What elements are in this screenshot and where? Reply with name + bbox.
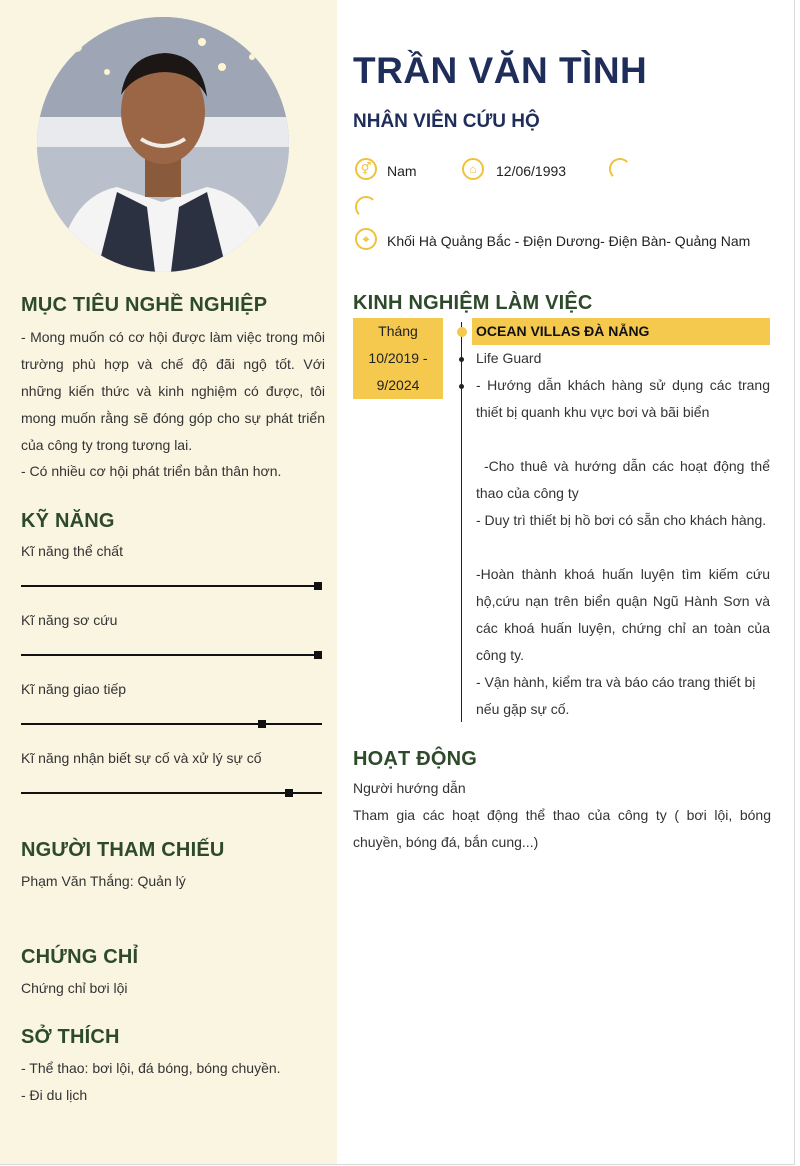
birthday-cake-icon: ⌂ <box>462 158 484 180</box>
activities-title: HOẠT ĐỘNG <box>353 748 478 770</box>
hobbies-title: SỞ THÍCH <box>21 1026 120 1048</box>
skill-bar <box>21 585 322 587</box>
job-title: NHÂN VIÊN CỨU HỘ <box>353 111 540 132</box>
duty-text: - Hướng dẫn khách hàng sử dụng các trang thiết bị quanh khu vực bơi và bãi biển <box>476 377 770 420</box>
skill-label: Kĩ năng thể chất <box>21 543 123 559</box>
hobby-item: - Thể thao: bơi lội, đá bóng, bóng chuyền. <box>21 1060 281 1076</box>
sidebar <box>0 0 337 1164</box>
references-title: NGƯỜI THAM CHIẾU <box>21 839 225 861</box>
skill-label: Kĩ năng giao tiếp <box>21 681 127 697</box>
timeline-dot <box>459 384 464 389</box>
date-line: 9/2024 <box>376 377 420 393</box>
skill-level-marker <box>258 720 266 728</box>
skill-bar <box>21 723 322 725</box>
duty-text: -Hoàn thành khoá huấn luyện tìm kiếm cứu hộ,cứu nạn trên biển quận Ngũ Hành Sơn và các khoá huấn luyện, chứng chỉ an toàn của công ty. <box>476 566 770 663</box>
email-icon <box>355 196 377 218</box>
objective-text-2: - Có nhiều cơ hội phát triển bản thân hơn. <box>21 463 282 479</box>
duty-text: - Vận hành, kiểm tra và báo cáo trang thiết bị nếu gặp sự cố. <box>476 674 756 717</box>
location-icon: ⌖ <box>355 228 377 250</box>
skill-bar <box>21 792 322 794</box>
hobby-item: - Đi du lịch <box>21 1087 88 1103</box>
address-value: Khối Hà Quảng Bắc - Điện Dương- Điện Bàn- Quảng Nam <box>387 233 751 249</box>
skills-title: KỸ NĂNG <box>21 510 115 532</box>
objective-title: MỤC TIÊU NGHỀ NGHIỆP <box>21 294 268 316</box>
phone-icon <box>609 158 631 180</box>
experience-date <box>353 318 443 399</box>
skill-bar <box>21 654 322 656</box>
timeline-dot <box>457 327 467 337</box>
gender-icon: ⚥ <box>355 158 377 180</box>
skill-level-marker <box>314 651 322 659</box>
company-name: OCEAN VILLAS ĐÀ NẴNG <box>472 318 770 345</box>
birthday-value: 12/06/1993 <box>496 163 567 179</box>
references-text: Phạm Văn Thắng: Quản lý <box>21 873 186 889</box>
certificates-title: CHỨNG CHỈ <box>21 946 139 968</box>
duty-text: -Cho thuê và hướng dẫn các hoạt động thể thao của công ty <box>476 458 770 501</box>
activity-text: Tham gia các hoạt động thể thao của công ty ( bơi lội, bóng chuyền, bóng đá, bắn cung...) <box>353 807 771 850</box>
skill-level-marker <box>314 582 322 590</box>
certificates-text: Chứng chỉ bơi lội <box>21 980 128 996</box>
timeline-dot <box>459 357 464 362</box>
duty-text: - Duy trì thiết bị hồ bơi có sẵn cho khách hàng. <box>476 512 767 528</box>
timeline-line <box>461 322 462 722</box>
full-name: TRẦN VĂN TÌNH <box>353 50 648 91</box>
profile-photo <box>37 17 289 272</box>
experience-title: KINH NGHIỆM LÀM VIỆC <box>353 292 593 314</box>
activity-role: Người hướng dẫn <box>353 780 466 796</box>
skill-level-marker <box>285 789 293 797</box>
gender-value: Nam <box>387 163 417 179</box>
objective-text-1: - Mong muốn có cơ hội được làm việc trong môi trường phù hợp và chế độ đãi ngộ tốt. Với những kiến thức và kinh nghiệm có được, tôi mong muốn rằng sẽ đóng góp cho sự phát triển của công ty trong tương lai. <box>21 329 325 453</box>
date-line: 10/2019 - <box>368 350 428 366</box>
position-title: Life Guard <box>476 350 542 366</box>
date-line: Tháng <box>378 323 418 339</box>
skill-label: Kĩ năng nhận biết sự cố và xử lý sự cố <box>21 750 262 766</box>
avatar <box>37 17 289 272</box>
skill-label: Kĩ năng sơ cứu <box>21 612 118 628</box>
